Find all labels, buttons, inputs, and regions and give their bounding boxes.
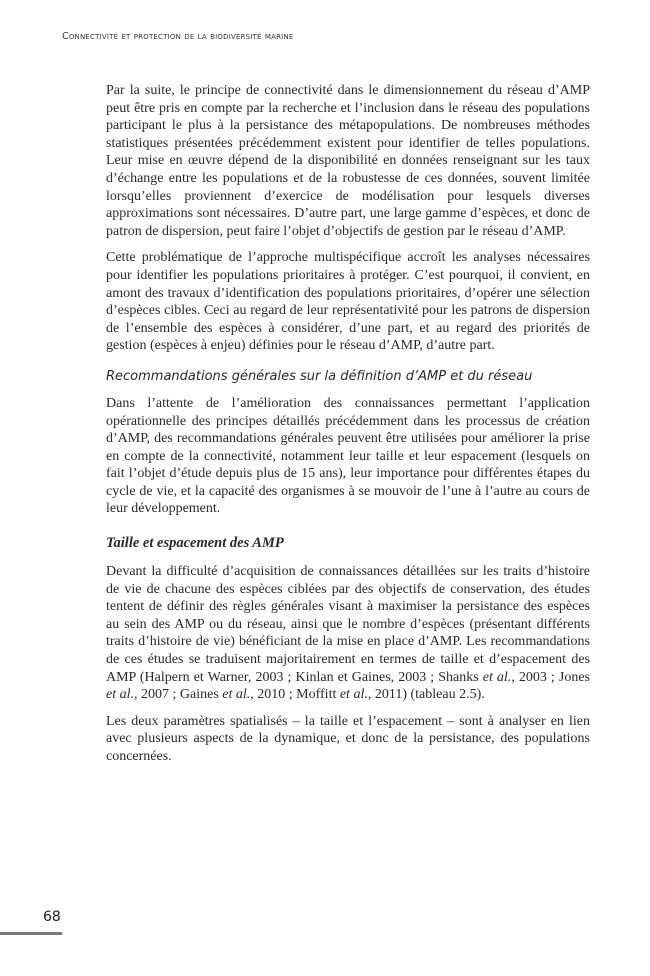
subsection-heading: Taille et espacement des AMP: [106, 535, 284, 552]
page-number-rule: [0, 932, 62, 935]
page-number: 68: [43, 909, 61, 925]
paragraph: Par la suite, le principe de connectivité dans le dimensionnement du réseau d’AMP peut être pris en compte par la recherche et l’inclusion dans le réseau des populations participant le plus à la persistance des métapopulations. De nombreuses méthodes statistiques présentées précédemment existent pour identifier de telles populations. Leur mise en œuvre dépend de la disponibilité en données renseignant sur les taux d’échange entre les populations et de la robustesse de ces données, souvent limitée lorsqu’elles proviennent d’exercice de modélisation pour lesquels diverses approximations sont nécessaires. D’autre part, une large gamme d’espèces, et donc de patron de dispersion, peut faire l’objet d’objectifs de gestion par le réseau d’AMP.: [106, 83, 590, 239]
paragraph-with-citations: [106, 563, 590, 704]
text-segment: Devant la difficulté d’acquisition de connaissances détaillées sur les traits d’histoire de vie de chacune des espèces ciblées par des objectifs de conservation, des études tentent de définir des règles générales visant à maximiser la persistance des espèces au sein des AMP ou du réseau, ainsi que le nombre d’espèces (présentant différents traits d’histoire de vie) bénéficiant de la mise en place d’AMP. Les recommandations de ces études se traduisent majoritairement en termes de taille et d’espacement des AMP (Halpern et Warner, 2003 ; Kinlan et Gaines, 2003 ; Shanks: [106, 564, 590, 685]
text-segment: , 2007 ; Gaines: [134, 687, 223, 703]
paragraph: Dans l’attente de l’amélioration des connaissances permettant l’application opérationnelle des principes détaillés précédemment dans les processus de création d’AMP, des recommandations générales peuvent être utilisées pour améliorer la prise en compte de la connectivité, notamment leur taille et leur espacement (lesquels on fait l’objet d’étude depuis plus de 15 ans), leur importance pour différentes étapes du cycle de vie, et la capacité des organismes à se mouvoir de l’une à l’autre au cours de leur développement.: [106, 395, 590, 517]
text-segment: , 2010 ; Moffitt: [250, 687, 340, 703]
paragraph: Les deux paramètres spatialisés – la taille et l’espacement – sont à analyser en lien avec plusieurs aspects de la dynamique, et donc de la persistance, des populations concernées.: [106, 713, 590, 764]
citation-etal: et al.: [482, 669, 512, 685]
citation-etal: et al.: [339, 687, 368, 703]
running-head: Connectivité et protection de la biodiversité marine: [62, 31, 294, 42]
section-heading: Recommandations générales sur la définition d’AMP et du réseau: [106, 368, 533, 384]
text-segment: , 2011) (tableau 2.5).: [367, 687, 485, 703]
text-segment: , 2003 ; Jones: [511, 669, 590, 685]
paragraph: Cette problématique de l’approche multispécifique accroît les analyses nécessaires pour identifier les populations prioritaires à protéger. C’est pourquoi, il convient, en amont des travaux d’identification des populations prioritaires, d’opérer une sélection d’espèces cibles. Ceci au regard de leur représentativité pour les patrons de dispersion de l’ensemble des espèces à considérer, d’une part, et au regard des priorités de gestion (espèces à enjeu) définies pour le réseau d’AMP, d’autre part.: [106, 250, 590, 354]
page-body: [106, 82, 590, 775]
citation-etal: et al.: [106, 687, 134, 703]
citation-etal: et al.: [222, 687, 251, 703]
